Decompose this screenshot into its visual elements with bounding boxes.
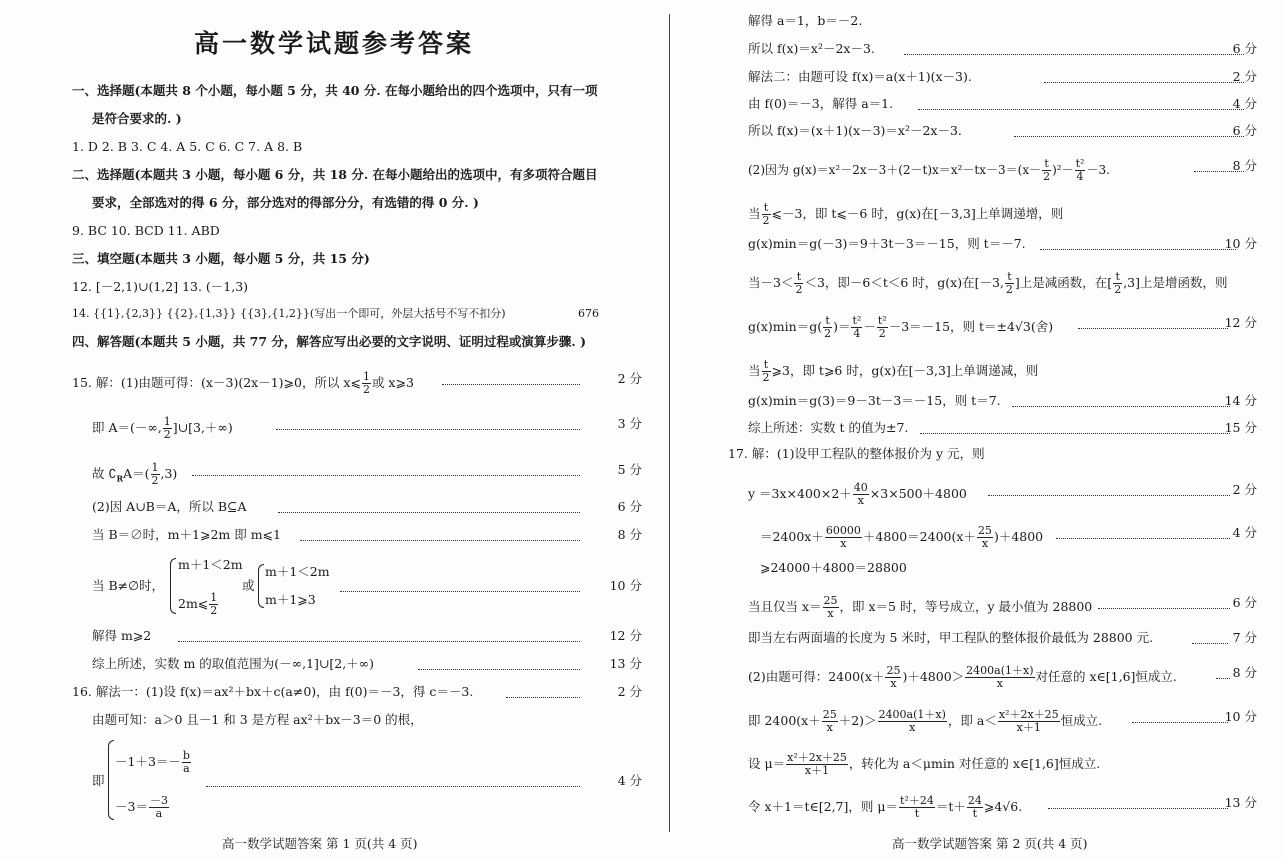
score: 2 分 [617,684,642,699]
fraction: $\frac{-3}{a}$ [149,794,168,820]
leader-dots [506,697,580,698]
leader-dots [192,475,580,476]
fraction: $\frac{\text{t²}}{4}$ [852,314,862,340]
fraction: $\frac{24}{t}$ [967,794,982,820]
system-line: m＋1＜2m [265,564,330,579]
fraction: $\frac{1}{2}$ [210,591,218,617]
fraction: $\frac{25}{x}$ [822,708,837,734]
leader-dots [920,433,1230,434]
r-line-11: 当 $\frac{t}{2}$ ⩾3，即 t⩾6 时，g(x)在[－3,3]上单调递减，则 [748,358,1039,384]
fraction: $\frac{25}{x}$ [977,524,992,550]
answer-14: 14. {{1},{2,3}} {{2},{1,3}} {{3},{1,2}}(写出一个即可，外层大括号不写不扣分) [72,307,506,320]
system-line: －3＝ $\frac{-3}{a}$ [115,794,168,820]
r-line-1: 解得 a＝1，b＝－2. [748,13,863,28]
r-line-10: g(x)min＝g( $\frac{t}{2}$ )＝ $\frac{\text{t²}}{4}$ － $\frac{\text{t²}}{2}$ －3＝－15，则 t＝±4√3(舍) [748,314,1054,340]
fraction: $\frac{1}{2}$ [151,461,159,487]
q15-line-4: (2)因 A∪B＝A，所以 B⊆A [92,499,247,514]
fraction: $\frac{60000}{x}$ [825,524,861,550]
score: 8 分 [617,527,642,542]
page-footer: 高一数学试题答案 第 1 页(共 4 页) [222,836,418,851]
fraction: $\frac{1}{2}$ [362,370,370,396]
score: 6 分 [1232,595,1257,610]
system-line: 2m⩽ $\frac{1}{2}$ [178,591,218,617]
section-4-heading: 四、解答题(本题共 5 小题，共 77 分，解答应写出必要的文字说明、证明过程或演算步骤. ) [72,334,587,349]
leader-dots [1012,406,1230,407]
fraction: $\frac{t}{2}$ [762,358,770,384]
q17-line-8: 即 2400(x＋ $\frac{25}{x}$ ＋2)＞ $\frac{2400a(1+x)}{x}$ ，即 a＜ $\frac{\text{x²＋2x＋25}}{x+1}$ 恒成立. [748,708,1103,734]
score: 8 分 [1232,158,1257,173]
r-line-12: g(x)min＝g(3)＝9－3t－3＝－15，则 t＝7. [748,393,1001,408]
fraction: $\frac{40}{x}$ [853,481,868,507]
section-1-heading-cont: 是符合要求的. ) [92,111,182,126]
q15-line-5: 当 B＝∅时，m＋1⩾2m 即 m⩽1 [92,527,281,542]
r-line-9: 当－3＜ $\frac{t}{2}$ ＜3，即－6＜t＜6 时，g(x)在[－3, $\frac{t}{2}$ ]上是减函数，在[ $\frac{t}{2}$ ,3]上是增函数，则 [748,270,1228,296]
leader-dots [918,109,1244,110]
q17-line-10: 令 x＋1＝t∈[2,7]，则 μ＝ $\frac{\text{t²＋24}}{t}$ ＝t＋ $\frac{24}{t}$ ⩾4√6. [748,794,1023,820]
leader-dots [278,512,580,513]
leader-dots [1216,678,1230,679]
fraction: $\frac{25}{x}$ [823,594,838,620]
score: 10 分 [609,578,642,593]
q17-line-4: ⩾24000＋4800＝28800 [760,560,907,575]
fraction: $\frac{t}{2}$ [1043,157,1051,183]
q17-line-1: 17. 解：(1)设甲工程队的整体报价为 y 元，则 [728,446,985,461]
score: 15 分 [1224,420,1257,435]
brace [170,558,176,614]
fraction: $\frac{t}{2}$ [762,201,770,227]
fraction: $\frac{b}{a}$ [182,749,190,775]
leader-dots [178,641,580,642]
leader-dots [1078,328,1228,329]
system-line: －1＋3＝－ $\frac{b}{a}$ [115,749,190,775]
score: 2 分 [1232,482,1257,497]
leader-dots [276,429,580,430]
r-line-7: 当 $\frac{t}{2}$ ⩽－3，即 t⩽－6 时，g(x)在[－3,3]上单调递增，则 [748,201,1064,227]
leader-dots [1040,249,1236,250]
leader-dots [1044,82,1244,83]
fraction: $\frac{1}{2}$ [163,415,171,441]
score: 2 分 [617,371,642,386]
section-1-answers: 1. D 2. B 3. C 4. A 5. C 6. C 7. A 8. B [72,139,303,154]
score: 4 分 [617,773,642,788]
q15-line-3: 故 $∁_RA=$( $\frac{1}{2}$ ,3) [92,461,178,487]
fraction: $\frac{\text{t²}}{2}$ [877,314,887,340]
q15-line-8: 综上所述，实数 m 的取值范围为(－∞,1]∪[2,＋∞) [92,656,374,671]
leader-dots [340,591,580,592]
score: 4 分 [1232,96,1257,111]
q15-line-1: 15. 解：(1)由题可得：(x－3)(2x－1)⩾0，所以 x⩽ $\frac{1}{2}$ 或 x⩾3 [72,370,414,396]
fraction: $\frac{t}{2}$ [1114,270,1122,296]
brace [258,564,264,608]
score: 2 分 [1232,69,1257,84]
leader-dots [300,540,580,541]
r-line-13: 综上所述：实数 t 的值为±7. [748,420,909,435]
q15-line-6-label: 当 B≠∅时， [92,578,165,593]
q17-line-7: (2)由题可得：2400(x＋ $\frac{25}{x}$ )＋4800＞ $\frac{2400a(1+x)}{x}$ 对任意的 x∈[1,6]恒成立. [748,664,1177,690]
right-page [672,0,1283,861]
section-1-heading: 一、选择题(本题共 8 个小题，每小题 5 分，共 40 分. 在每小题给出的四个选项中，只有一项 [72,83,598,98]
fraction: $\frac{t}{2}$ [1005,270,1013,296]
score: 10 分 [1224,709,1257,724]
q15-line-2: 即 A＝(－∞, $\frac{1}{2}$ ]∪[3,＋∞) [92,415,233,441]
q16-line-3-label: 即 [92,773,105,788]
page-divider [669,14,670,832]
section-2-answers: 9. BC 10. BCD 11. ABD [72,223,220,238]
system-line: m＋1⩾3 [265,592,316,607]
score: 5 分 [617,462,642,477]
q17-line-9: 设 μ＝ $\frac{\text{x²＋2x＋25}}{x+1}$ ，转化为 a＜μmin 对任意的 x∈[1,6]恒成立. [748,751,1101,777]
leader-dots [418,669,580,670]
score: 12 分 [609,628,642,643]
answer-15-fill: 676 [578,307,599,320]
leader-dots [1048,808,1228,809]
q17-line-3: ＝2400x＋ $\frac{60000}{x}$ ＋4800＝2400(x＋ $\frac{25}{x}$ )＋4800 [760,524,1044,550]
page-footer: 高一数学试题答案 第 2 页(共 4 页) [892,836,1088,851]
brace [108,740,114,820]
fraction: $\frac{2400a(1+x)}{x}$ [966,664,1034,690]
system-line: m＋1＜2m [178,557,243,572]
page-title: 高一数学试题参考答案 [193,29,474,58]
score: 6 分 [617,499,642,514]
leader-dots [1056,538,1230,539]
score: 6 分 [1232,123,1257,138]
r-line-4: 由 f(0)＝－3，解得 a＝1. [748,96,894,111]
score: 13 分 [1224,795,1257,810]
fraction: $\frac{\text{t²＋24}}{t}$ [899,794,934,820]
q16-line-2: 由题可知：a＞0 且－1 和 3 是方程 ax²＋bx－3＝0 的根， [92,712,423,727]
score: 14 分 [1224,393,1257,408]
score: 7 分 [1232,630,1257,645]
fraction: $\frac{\text{x²＋2x＋25}}{x+1}$ [998,708,1059,734]
leader-dots [988,495,1230,496]
r-line-6: (2)因为 g(x)＝x²－2x－3＋(2－t)x＝x²－tx－3＝(x－ $\frac{t}{2}$ )²－ $\frac{\text{t²}}{4}$ －3. [748,157,1110,183]
score: 10 分 [1224,236,1257,251]
r-line-2: 所以 f(x)＝x²－2x－3. [748,41,875,56]
score: 6 分 [1232,41,1257,56]
q17-line-2: y ＝3x×400×2＋ $\frac{40}{x}$ ×3×500＋4800 [748,481,967,507]
score: 12 分 [1224,315,1257,330]
r-line-5: 所以 f(x)＝(x＋1)(x－3)＝x²－2x－3. [748,123,962,138]
fraction: $\frac{t}{2}$ [824,314,832,340]
leader-dots [1132,722,1228,723]
fraction: $\frac{t}{2}$ [795,270,803,296]
section-2-heading: 二、选择题(本题共 3 小题，每小题 6 分，共 18 分. 在每小题给出的选项中，有多项符合题目 [72,167,598,182]
q15-line-7: 解得 m⩾2 [92,628,152,643]
q17-line-5: 当且仅当 x＝ $\frac{25}{x}$ ，即 x＝5 时，等号成立，y 最小值为 28800 [748,594,1093,620]
r-line-8: g(x)min＝g(－3)＝9＋3t－3＝－15，则 t＝－7. [748,236,1026,251]
or-word: 或 [242,578,255,593]
leader-dots [206,786,580,787]
fraction: $\frac{2400a(1+x)}{x}$ [878,708,946,734]
q16-line-1: 16. 解法一：(1)设 f(x)＝ax²＋bx＋c(a≠0)，由 f(0)＝－3，得 c＝－3. [72,684,474,699]
r-line-3: 解法二：由题可设 f(x)＝a(x＋1)(x－3). [748,69,972,84]
leader-dots [904,54,1244,55]
leader-dots [1014,136,1244,137]
leader-dots [442,384,580,385]
answers-12-13: 12. [－2,1)∪(1,2] 13. (－1,3) [72,279,249,294]
section-2-heading-cont: 要求，全部选对的得 6 分，部分选对的得部分分，有选错的得 0 分. ) [92,195,479,210]
score: 8 分 [1232,665,1257,680]
section-3-heading: 三、填空题(本题共 3 小题，每小题 5 分，共 15 分) [72,251,370,266]
score: 3 分 [617,416,642,431]
score: 4 分 [1232,525,1257,540]
leader-dots [1098,608,1230,609]
leader-dots [1192,643,1228,644]
fraction: $\frac{\text{t²}}{4}$ [1075,157,1085,183]
score: 13 分 [609,656,642,671]
q17-line-6: 即当左右两面墙的长度为 5 米时，甲工程队的整体报价最低为 28800 元. [748,630,1154,645]
fraction: $\frac{\text{x²＋2x＋25}}{x+1}$ [787,751,847,777]
fraction: $\frac{25}{x}$ [886,664,901,690]
